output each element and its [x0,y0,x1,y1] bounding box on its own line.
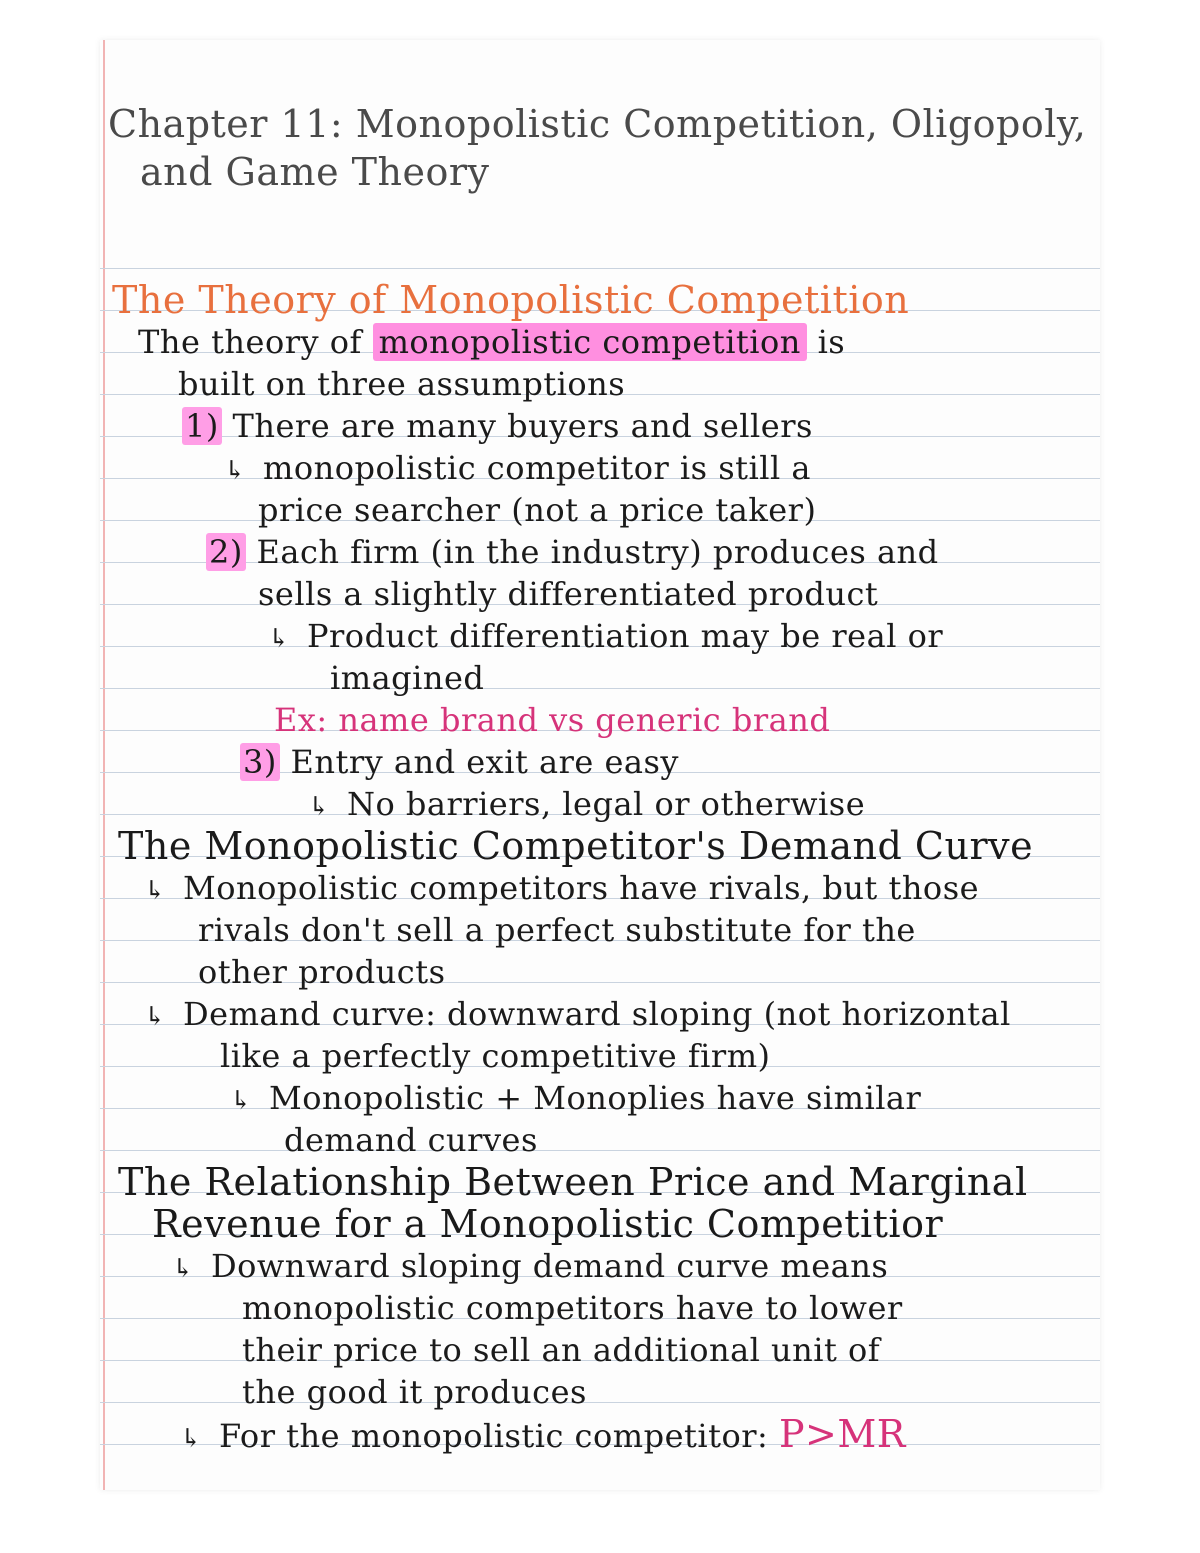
arrow-icon: ↳ [268,624,291,654]
bullet [180,1414,906,1459]
bullet-text: Monopolistic competitors have rivals, but those [182,869,980,907]
arrow-icon: ↳ [308,792,331,822]
section-heading-theory: The Theory of Monopolistic Competition [112,278,910,322]
bullet-cont: like a perfectly competitive firm) [220,1037,771,1075]
arrow-icon: ↳ [144,1002,167,1032]
bullet-cont: rivals don't sell a perfect substitute for the [198,911,916,949]
assumption-3 [240,742,679,782]
assumption-text: There are many buyers and sellers [232,407,813,445]
section-heading-price-mr: The Relationship Between Price and Marginal [118,1160,1028,1204]
sub-point-text: No barriers, legal or otherwise [346,785,866,823]
sub-point-text: Monopolistic + Monoplies have similar [268,1079,922,1117]
assumption-number: 2) [206,533,246,571]
arrow-icon: ↳ [144,876,167,906]
assumption-1 [182,406,813,446]
sub-point [268,616,943,659]
sub-point [308,784,865,827]
sub-point-cont: demand curves [284,1121,538,1159]
arrow-icon: ↳ [230,1086,253,1116]
assumption-2-cont: sells a slightly differentiated product [258,575,879,613]
assumption-text: Entry and exit are easy [290,743,679,781]
intro-line [138,322,845,362]
ruled-line [100,1150,1100,1151]
chapter-title: Chapter 11: Monopolistic Competition, Oligopoly, [108,102,1087,146]
ruled-line [100,268,1100,269]
bullet-cont: the good it produces [242,1373,587,1411]
sub-point-text: monopolistic competitor is still a [262,449,811,487]
bullet-text: Demand curve: downward sloping (not horizontal [182,995,1011,1033]
intro-text-a: The theory of [138,323,362,361]
section-heading-demand: The Monopolistic Competitor's Demand Curve [118,824,1034,868]
bullet-cont: other products [198,953,446,991]
section-heading-price-mr-cont: Revenue for a Monopolistic Competitior [152,1202,944,1246]
highlighted-term: monopolistic competition [373,323,807,361]
assumption-2 [206,532,939,572]
ruled-line [100,688,1100,689]
sub-point-text: Product differentiation may be real or [306,617,944,655]
arrow-icon: ↳ [180,1424,203,1454]
arrow-icon: ↳ [224,456,247,486]
example-line: Ex: name brand vs generic brand [274,701,831,739]
sub-point-cont: imagined [330,659,485,697]
bullet-text: Downward sloping demand curve means [210,1247,889,1285]
assumption-number: 3) [240,743,280,781]
bullet-text: For the monopolistic competitor: [218,1417,769,1455]
bullet-cont: monopolistic competitors have to lower [242,1289,903,1327]
intro-text-b: is [817,323,846,361]
sub-point [224,448,811,491]
sub-point [230,1078,921,1121]
chapter-title-cont: and Game Theory [140,150,490,194]
sub-point-cont: price searcher (not a price taker) [258,491,817,529]
bullet [144,868,979,911]
bullet-cont: their price to sell an additional unit of [242,1331,881,1369]
formula: P>MR [778,1412,906,1456]
arrow-icon: ↳ [172,1254,195,1284]
intro-line-cont: built on three assumptions [178,365,626,403]
bullet [172,1246,888,1289]
margin-line [103,40,105,1490]
assumption-number: 1) [182,407,222,445]
bullet [144,994,1011,1037]
assumption-text: Each firm (in the industry) produces and [256,533,939,571]
